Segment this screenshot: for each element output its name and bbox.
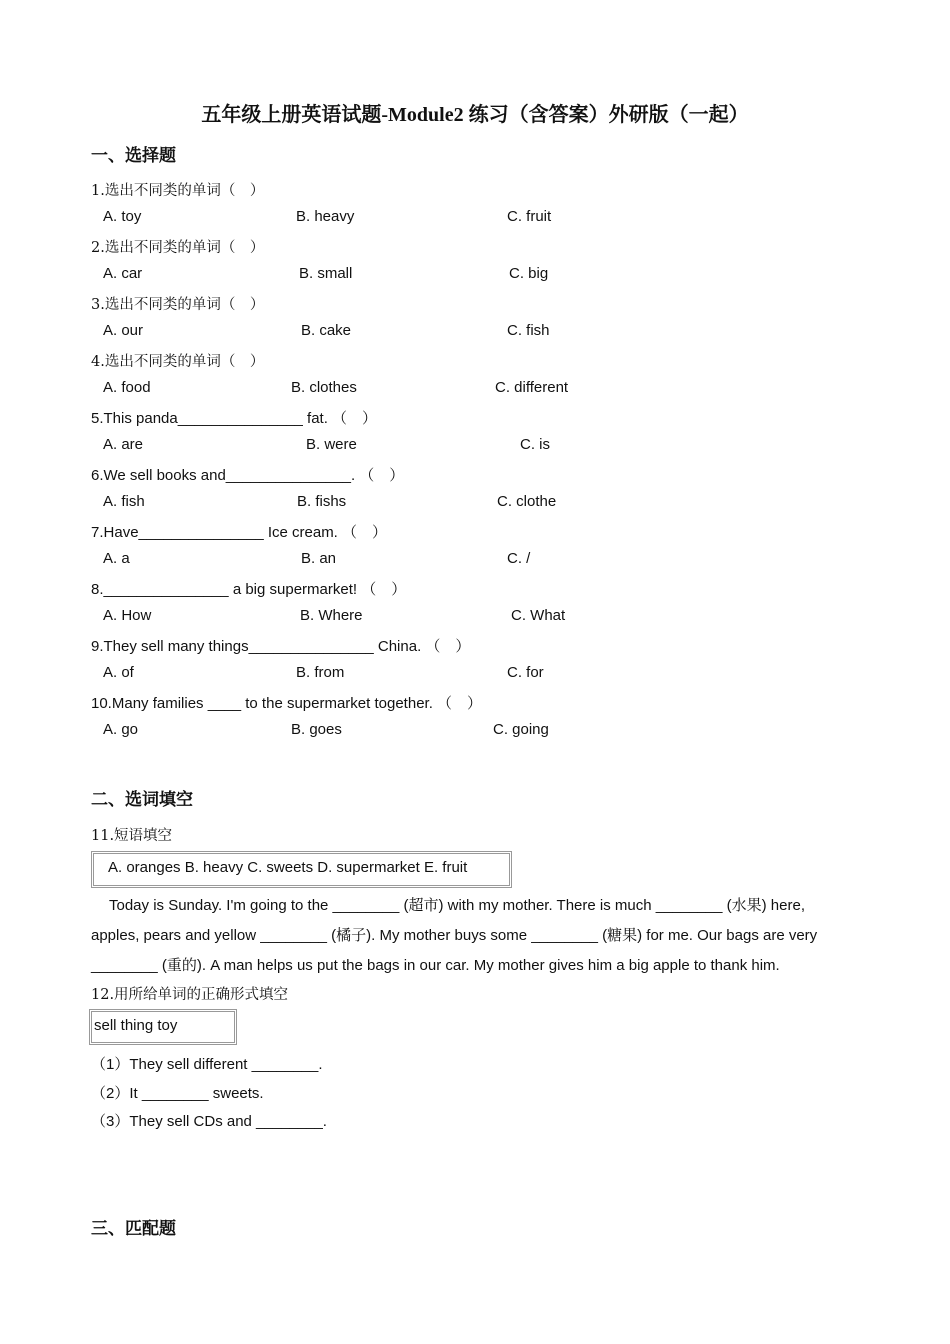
question-4: 4.选出不同类的单词（ ）: [91, 354, 265, 370]
option-8a: A. How: [103, 607, 152, 624]
option-5c: C. is: [520, 436, 550, 453]
word-bank-11: A. oranges B. heavy C. sweets D. supermarket E. fruit: [91, 851, 512, 888]
question-2: 2.选出不同类的单词（ ）: [91, 240, 265, 256]
question-12-item-3: （3）They sell CDs and ________.: [91, 1113, 327, 1130]
section-3-heading: 三、匹配题: [91, 1219, 176, 1238]
question-6: 6.We sell books and_______________. （ ）: [91, 467, 405, 484]
question-10: 10.Many families ____ to the supermarket together. （ ）: [91, 695, 483, 712]
option-1c: C. fruit: [507, 208, 552, 225]
option-9a: A. of: [103, 664, 134, 681]
option-6c: C. clothe: [497, 493, 557, 510]
option-7a: A. a: [103, 550, 130, 567]
option-10b: B. goes: [291, 721, 342, 738]
option-7b: B. an: [301, 550, 337, 567]
question-9: 9.They sell many things_______________ China. （ ）: [91, 638, 471, 655]
option-2a: A. car: [103, 265, 143, 282]
question-12-label: 12.用所给单词的正确形式填空: [91, 987, 289, 1003]
question-12-item-2: （2）It ________ sweets.: [91, 1085, 264, 1102]
option-3c: C. fish: [507, 322, 550, 339]
question-1: 1.选出不同类的单词（ ）: [91, 183, 265, 199]
page-title: 五年级上册英语试题-Module2 练习（含答案）外研版（一起）: [201, 104, 749, 126]
passage-line-2: apples, pears and yellow ________ (橘子). My mother buys some ________ (糖果) for me. Our bags are very: [91, 927, 818, 944]
section-1-heading: 一、选择题: [91, 146, 176, 165]
passage-line-1: Today is Sunday. I'm going to the ________ (超市) with my mother. There is much ________ (水果) here,: [109, 897, 805, 914]
option-6b: B. fishs: [297, 493, 347, 510]
option-6a: A. fish: [103, 493, 145, 510]
option-4a: A. food: [103, 379, 151, 396]
option-9b: B. from: [296, 664, 345, 681]
option-3a: A. our: [103, 322, 144, 339]
option-7c: C. /: [507, 550, 531, 567]
passage-line-3: ________ (重的). A man helps us put the bags in our car. My mother gives him a big apple to thank him.: [91, 957, 780, 974]
option-2c: C. big: [509, 265, 549, 282]
question-5: 5.This panda_______________ fat. （ ）: [91, 410, 378, 427]
question-3: 3.选出不同类的单词（ ）: [91, 297, 265, 313]
option-4c: C. different: [495, 379, 569, 396]
option-1a: A. toy: [103, 208, 142, 225]
option-10c: C. going: [493, 721, 549, 738]
option-10a: A. go: [103, 721, 139, 738]
section-2-heading: 二、选词填空: [91, 790, 193, 809]
question-7: 7.Have_______________ Ice cream. （ ）: [91, 524, 388, 541]
word-bank-12: sell thing toy: [89, 1009, 237, 1045]
question-11-label: 11.短语填空: [91, 828, 173, 844]
question-8: 8._______________ a big supermarket! （ ）: [91, 581, 407, 598]
option-2b: B. small: [299, 265, 353, 282]
option-5a: A. are: [103, 436, 144, 453]
option-4b: B. clothes: [291, 379, 357, 396]
option-5b: B. were: [306, 436, 357, 453]
option-9c: C. for: [507, 664, 544, 681]
option-3b: B. cake: [301, 322, 352, 339]
option-8b: B. Where: [300, 607, 363, 624]
option-1b: B. heavy: [296, 208, 355, 225]
option-8c: C. What: [511, 607, 566, 624]
question-12-item-1: （1）They sell different ________.: [91, 1056, 323, 1073]
